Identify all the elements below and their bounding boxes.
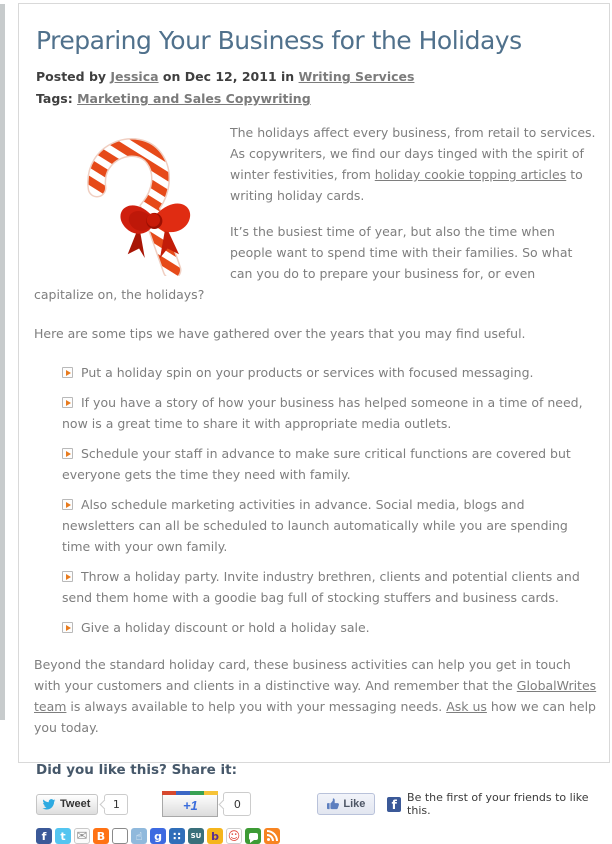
tip-item	[62, 566, 584, 608]
email-icon[interactable]	[74, 828, 90, 844]
paragraph-2: It’s the busiest time of year, but also the time when people want to spend time with their families. So what can you do to prepare your business for, or even capitalize on, the holidays?	[34, 224, 573, 302]
google-icon[interactable]	[150, 828, 166, 844]
twitter-glyph: t	[60, 829, 66, 843]
rss-icon[interactable]	[264, 828, 280, 844]
list-bullet-icon	[62, 571, 73, 582]
tips-list	[62, 362, 597, 638]
twitter-icon[interactable]	[55, 828, 71, 844]
closing-paragraph	[34, 654, 597, 738]
closing-mid-text: is always available to help you with your messaging needs.	[66, 699, 447, 714]
facebook-icon[interactable]	[36, 828, 52, 844]
date-category-text: on Dec 12, 2011 in	[162, 69, 295, 84]
digg-glyph: ☝	[135, 829, 143, 843]
mixx-icon[interactable]	[169, 828, 185, 844]
tip-text: Also schedule marketing activities in advance. Social media, blogs and newsletters can all be scheduled to launch automatically while you are spending time with your own family.	[62, 497, 568, 554]
list-bullet-icon	[62, 367, 73, 378]
tweet-button-label: Tweet	[60, 798, 91, 810]
google-colorbar	[162, 791, 218, 795]
page-left-edge	[0, 4, 5, 720]
article-body	[34, 122, 597, 738]
blogger-glyph: B	[96, 829, 106, 843]
tags-label: Tags:	[36, 91, 73, 106]
tip-text: Give a holiday discount or hold a holiday sale.	[81, 620, 370, 635]
tip-item	[62, 494, 584, 557]
mixx-glyph: ∷	[173, 829, 181, 843]
tip-text: Schedule your staff in advance to make sure critical functions are covered but everyone gets the time they need with family.	[62, 446, 571, 482]
facebook-mini-icon: f	[387, 797, 401, 812]
tips-intro: Here are some tips we have gathered over the years that you may find useful.	[34, 326, 526, 341]
posted-by-label: Posted by	[36, 69, 107, 84]
facebook-glyph: f	[41, 829, 47, 843]
ask-us-link[interactable]: Ask us	[446, 699, 487, 714]
globalwrites-team-link[interactable]: GlobalWrites team	[34, 678, 597, 714]
reddit-glyph: ☺	[227, 829, 241, 843]
closing-tail-text: how we can help you today.	[34, 699, 596, 735]
list-bullet-icon	[62, 397, 73, 408]
rss-glyph	[267, 838, 270, 841]
page-title: Preparing Your Business for the Holidays	[36, 26, 522, 55]
cookie-articles-link[interactable]: holiday cookie topping articles	[374, 167, 567, 182]
share-heading: Did you like this? Share it:	[36, 762, 238, 778]
google-glyph: g	[154, 829, 162, 843]
thumbs-up-icon	[327, 798, 339, 810]
paragraph-1-tail: to writing holiday cards.	[230, 167, 583, 203]
plusone-button[interactable]: +1	[162, 795, 218, 817]
email-glyph: ✉	[76, 828, 88, 844]
share-buttons-row	[36, 790, 597, 818]
tip-text: Throw a holiday party. Invite industry brethren, clients and potential clients and send them home with a goodie bag full of stocking stuffers and business cards.	[62, 569, 580, 605]
social-bookmark-row	[36, 828, 597, 844]
facebook-like-widget	[317, 791, 597, 817]
list-bullet-icon	[62, 499, 73, 510]
list-bullet-icon	[62, 448, 73, 459]
blogger-icon[interactable]	[93, 828, 109, 844]
like-button-label: Like	[343, 798, 366, 810]
candy-cane-image	[48, 124, 224, 276]
paragraph-1-text: The holidays affect every business, from retail to services. As copywriters, we find our days tinged with the spirit of winter festivities, from	[230, 125, 596, 182]
twitter-bird-icon	[42, 799, 56, 810]
yahoo-buzz-icon[interactable]	[207, 828, 223, 844]
like-button[interactable]	[317, 793, 375, 815]
delicious-icon[interactable]	[112, 828, 128, 844]
post-meta-tags	[36, 91, 597, 106]
yahoo-buzz-glyph: b	[211, 829, 219, 843]
tip-item	[62, 443, 584, 485]
reddit-icon[interactable]	[226, 828, 242, 844]
tip-item	[62, 617, 584, 638]
plusone-count-bubble[interactable]: 0	[223, 792, 251, 816]
tweet-button[interactable]	[36, 794, 98, 815]
category-link[interactable]: Writing Services	[298, 69, 415, 84]
closing-text: Beyond the standard holiday card, these business activities can help you get in touch with your customers and clients in a distinctive way. And remember that the	[34, 657, 571, 693]
like-hint-text: Be the first of your friends to like this.	[407, 791, 589, 817]
tip-item	[62, 392, 584, 434]
post-container	[18, 3, 610, 844]
tweet-count-bubble[interactable]: 1	[104, 794, 128, 815]
technorati-icon[interactable]	[245, 828, 261, 844]
tip-item	[62, 362, 584, 383]
tag-link[interactable]: Marketing and Sales Copywriting	[77, 91, 311, 106]
stumbleupon-icon[interactable]	[188, 828, 204, 844]
list-bullet-icon	[62, 622, 73, 633]
stumbleupon-glyph: SU	[190, 831, 202, 840]
tip-text: If you have a story of how your business has helped someone in a time of need, now is a great time to share it with appropriate media outlets.	[62, 395, 583, 431]
technorati-glyph	[249, 833, 258, 840]
plusone-widget	[162, 791, 251, 817]
author-link[interactable]: Jessica	[110, 69, 159, 84]
post-meta-byline	[36, 69, 597, 84]
digg-icon[interactable]	[131, 828, 147, 844]
tip-text: Put a holiday spin on your products or services with focused messaging.	[81, 365, 534, 380]
